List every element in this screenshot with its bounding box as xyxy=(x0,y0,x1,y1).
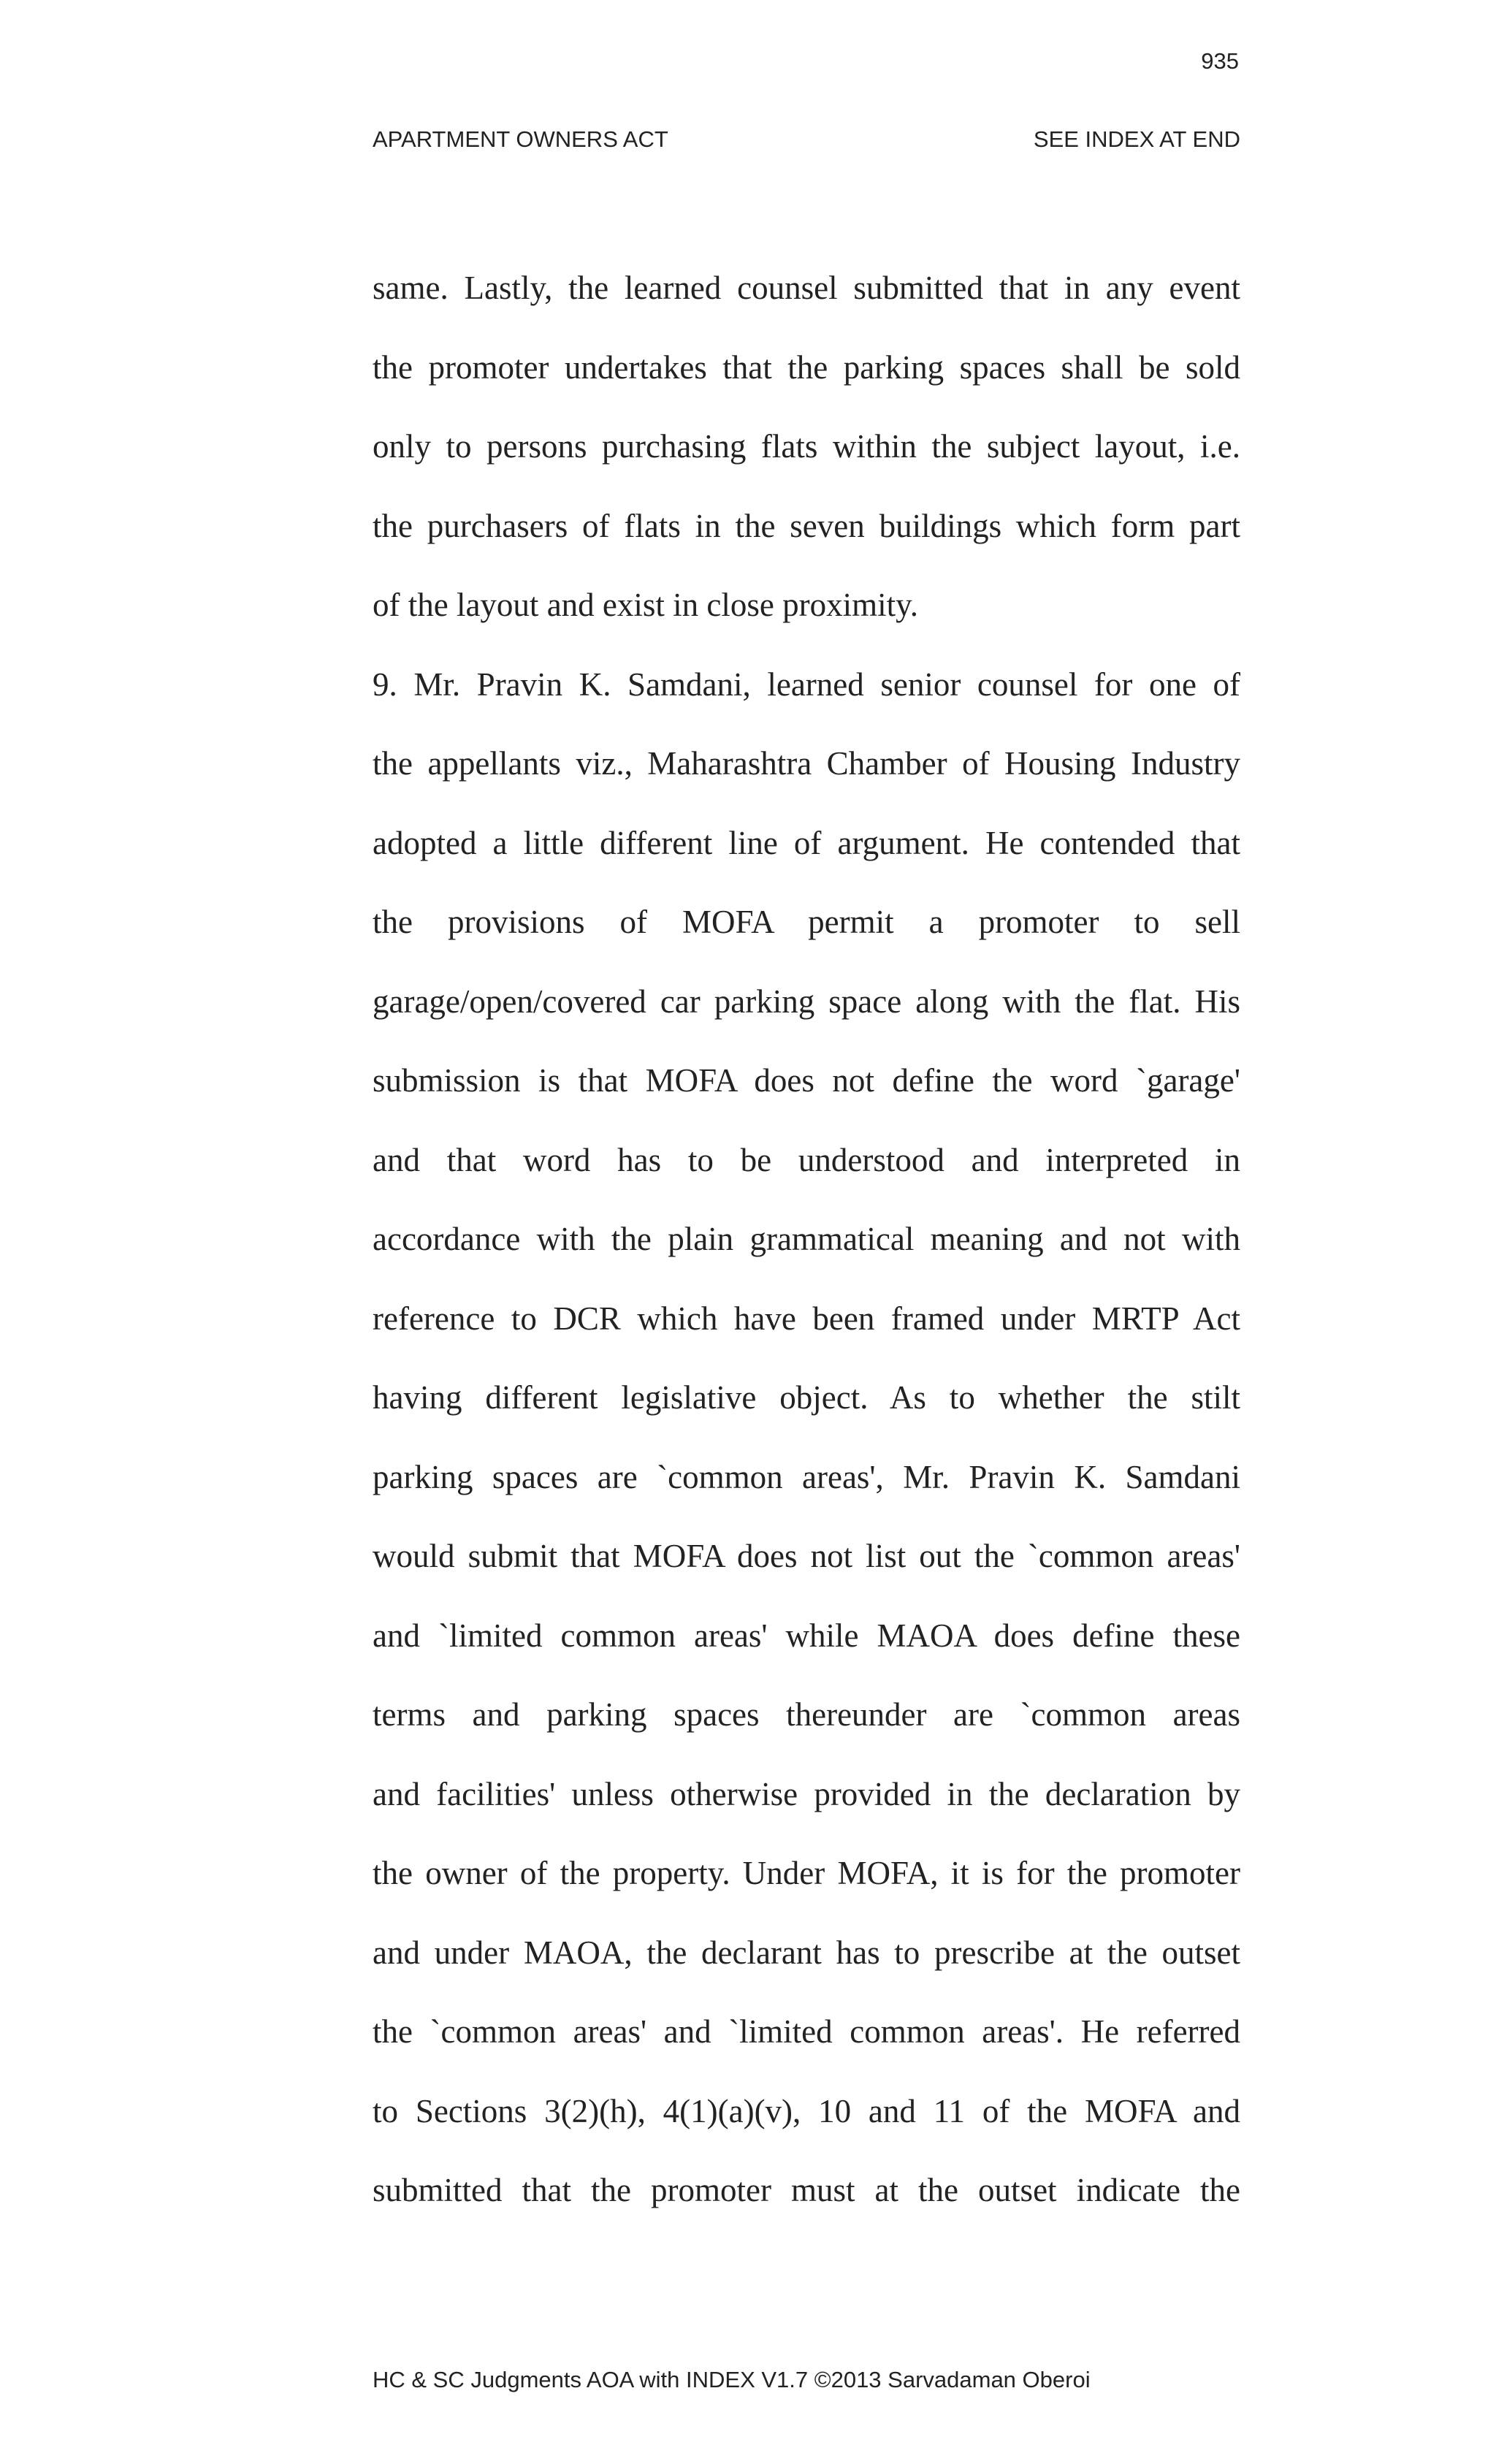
text-line: the `common areas' and `limited common areas'. He referred xyxy=(373,2013,1240,2050)
text-line: only to persons purchasing flats within the subject layout, i.e. xyxy=(373,428,1240,465)
body-text xyxy=(373,248,1240,2230)
text-line: the provisions of MOFA permit a promoter to sell xyxy=(373,904,1240,940)
text-line: of the layout and exist in close proximity. xyxy=(373,587,918,623)
running-header xyxy=(373,125,1240,154)
text-line: would submit that MOFA does not list out the `common areas' xyxy=(373,1538,1240,1574)
text-line: and under MAOA, the declarant has to prescribe at the outset xyxy=(373,1934,1240,1971)
text-line: to Sections 3(2)(h), 4(1)(a)(v), 10 and 11 of the MOFA and xyxy=(373,2092,1240,2129)
page-number: 935 xyxy=(1201,48,1239,74)
text-line: having different legislative object. As to whether the stilt xyxy=(373,1379,1240,1416)
text-line: accordance with the plain grammatical meaning and not with xyxy=(373,1221,1240,1257)
text-line: the promoter undertakes that the parking spaces shall be sold xyxy=(373,348,1240,386)
text-line: same. Lastly, the learned counsel submitted that in any event xyxy=(373,270,1240,306)
text-line: submission is that MOFA does not define the word `garage' xyxy=(373,1062,1240,1099)
footer-copyright: HC & SC Judgments AOA with INDEX V1.7 ©2013 Sarvadaman Oberoi xyxy=(373,2367,1091,2392)
text-line: 9. Mr. Pravin K. Samdani, learned senior counsel for one of xyxy=(373,665,1240,703)
text-line: submitted that the promoter must at the outset indicate the xyxy=(373,2172,1240,2208)
text-line: adopted a little different line of argument. He contended that xyxy=(373,824,1240,861)
text-line: and facilities' unless otherwise provided in the declaration by xyxy=(373,1775,1240,1812)
header-left-title: APARTMENT OWNERS ACT xyxy=(373,126,668,152)
text-line: and `limited common areas' while MAOA does define these xyxy=(373,1617,1240,1654)
text-line: the owner of the property. Under MOFA, it is for the promoter xyxy=(373,1855,1240,1891)
text-line: parking spaces are `common areas', Mr. Pravin K. Samdani xyxy=(373,1458,1240,1495)
text-line: garage/open/covered car parking space along with the flat. His xyxy=(373,983,1240,1020)
text-line: terms and parking spaces thereunder are `common areas xyxy=(373,1696,1240,1733)
text-line: the purchasers of flats in the seven buildings which form part xyxy=(373,507,1240,544)
text-line: the appellants viz., Maharashtra Chamber of Housing Industry xyxy=(373,745,1240,782)
text-line: reference to DCR which have been framed under MRTP Act xyxy=(373,1300,1240,1337)
text-line: and that word has to be understood and interpreted in xyxy=(373,1141,1240,1178)
header-right-note: SEE INDEX AT END xyxy=(1033,126,1240,152)
